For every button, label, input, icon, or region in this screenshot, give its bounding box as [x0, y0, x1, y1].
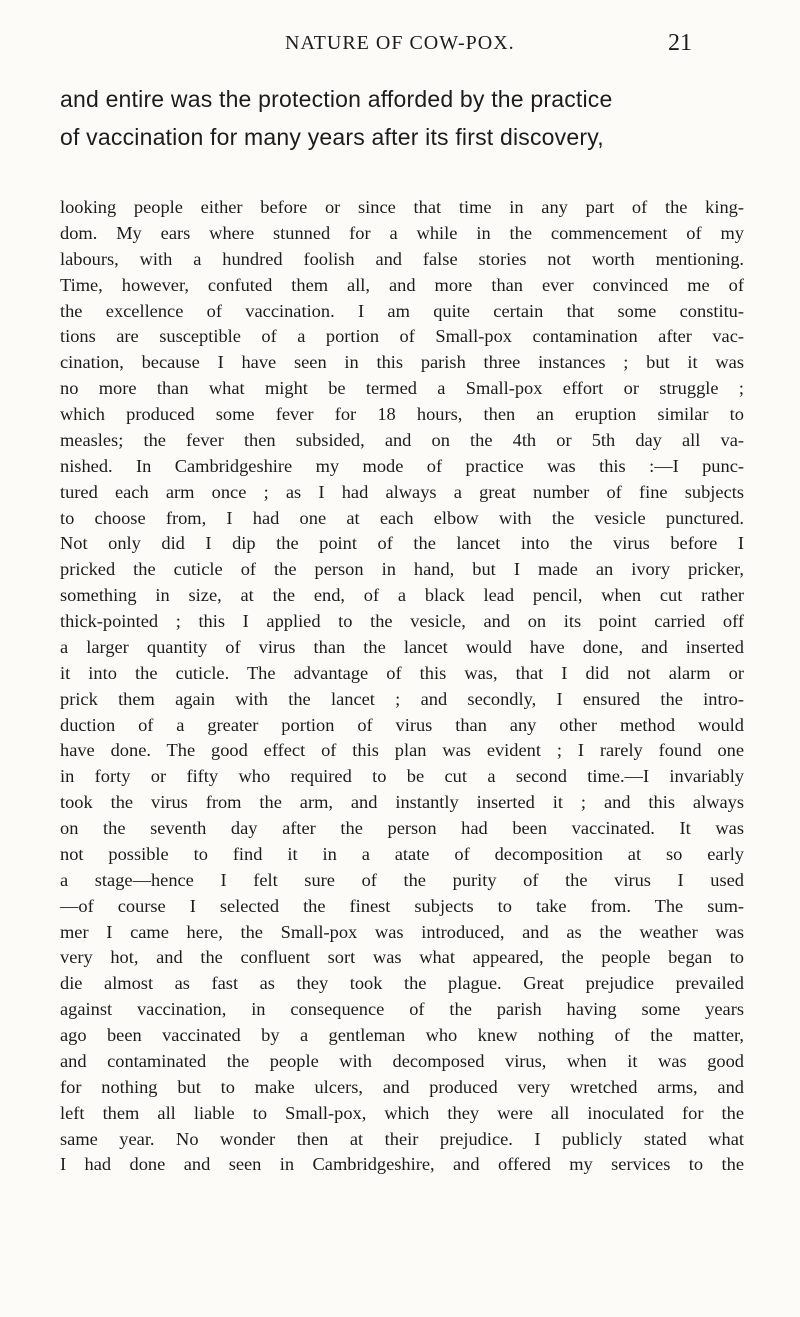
text-line: same year. No wonder then at their prejudice. I publicly stated what [60, 1128, 744, 1149]
running-head [0, 30, 800, 56]
text-line: to choose from, I had one at each elbow with the vesicle punctured. [60, 507, 744, 528]
text-line: duction of a greater portion of virus than any other method would [60, 714, 744, 735]
text-line: mer I came here, the Small-pox was introduced, and as the weather was [60, 921, 744, 942]
text-line: something in size, at the end, of a black lead pencil, when cut rather [60, 585, 744, 606]
text-line: not possible to find it in a atate of decomposition at so early [60, 843, 744, 864]
text-line: labours, with a hundred foolish and false stories not worth mentioning. [60, 248, 744, 269]
text-line: thick-pointed ; this I applied to the vesicle, and on its point carried off [60, 611, 744, 631]
text-line: left them all liable to Small-pox, which they were all inoculated for the [60, 1102, 744, 1123]
text-line: in forty or fifty who required to be cut a second time.—I invariably [60, 766, 744, 787]
text-line: and contaminated the people with decomposed virus, when it was good [60, 1050, 744, 1071]
quoted-passage [60, 80, 740, 156]
text-line: Time, however, confuted them all, and more than ever convinced me of [60, 274, 744, 295]
text-line: which produced some fever for 18 hours, then an eruption similar to [60, 404, 744, 424]
text-line: —of course I selected the finest subjects to take from. The sum- [60, 895, 744, 916]
text-line: pricked the cuticle of the person in hand, but I made an ivory pricker, [60, 559, 744, 580]
text-line: on the seventh day after the person had been vaccinated. It was [60, 818, 744, 838]
text-line: die almost as fast as they took the plague. Great prejudice prevailed [60, 973, 744, 994]
quote-line: of vaccination for many years after its first discovery, [60, 124, 604, 150]
text-line: looking people either before or since that time in any part of the king- [60, 197, 744, 217]
text-line: tions are susceptible of a portion of Small-pox contamination after vac- [60, 326, 744, 347]
text-line: against vaccination, in consequence of the parish having some years [60, 999, 744, 1020]
text-line: measles; the fever then subsided, and on the 4th or 5th day all va- [60, 429, 744, 450]
text-line: the excellence of vaccination. I am quite certain that some constitu- [60, 300, 744, 321]
text-line: have done. The good effect of this plan was evident ; I rarely found one [60, 740, 744, 761]
text-line: dom. My ears where stunned for a while in the commencement of my [60, 222, 744, 243]
running-title: NATURE OF COW-POX. [285, 32, 515, 54]
text-line: prick them again with the lancet ; and secondly, I ensured the intro- [60, 688, 744, 709]
body-text [60, 195, 744, 1178]
text-line: no more than what might be termed a Small-pox effort or struggle ; [60, 378, 744, 399]
text-line: a larger quantity of virus than the lancet would have done, and inserted [60, 636, 744, 657]
text-line: took the virus from the arm, and instantly inserted it ; and this always [60, 792, 744, 813]
page-number: 21 [668, 30, 692, 56]
text-line: cination, because I have seen in this parish three instances ; but it was [60, 352, 744, 373]
text-line: ago been vaccinated by a gentleman who knew nothing of the matter, [60, 1025, 744, 1045]
text-line: nished. In Cambridgeshire my mode of practice was this :—I punc- [60, 455, 744, 476]
text-line: a stage—hence I felt sure of the purity of the virus I used [60, 869, 744, 890]
text-line: for nothing but to make ulcers, and produced very wretched arms, and [60, 1076, 744, 1097]
text-line: I had done and seen in Cambridgeshire, and offered my services to the [60, 1154, 744, 1175]
text-line: tured each arm once ; as I had always a great number of fine subjects [60, 481, 744, 502]
text-line: very hot, and the confluent sort was what appeared, the people began to [60, 947, 744, 968]
quote-line: and entire was the protection afforded by the practice [60, 86, 613, 112]
text-line: Not only did I dip the point of the lancet into the virus before I [60, 533, 744, 554]
text-line: it into the cuticle. The advantage of this was, that I did not alarm or [60, 662, 744, 683]
